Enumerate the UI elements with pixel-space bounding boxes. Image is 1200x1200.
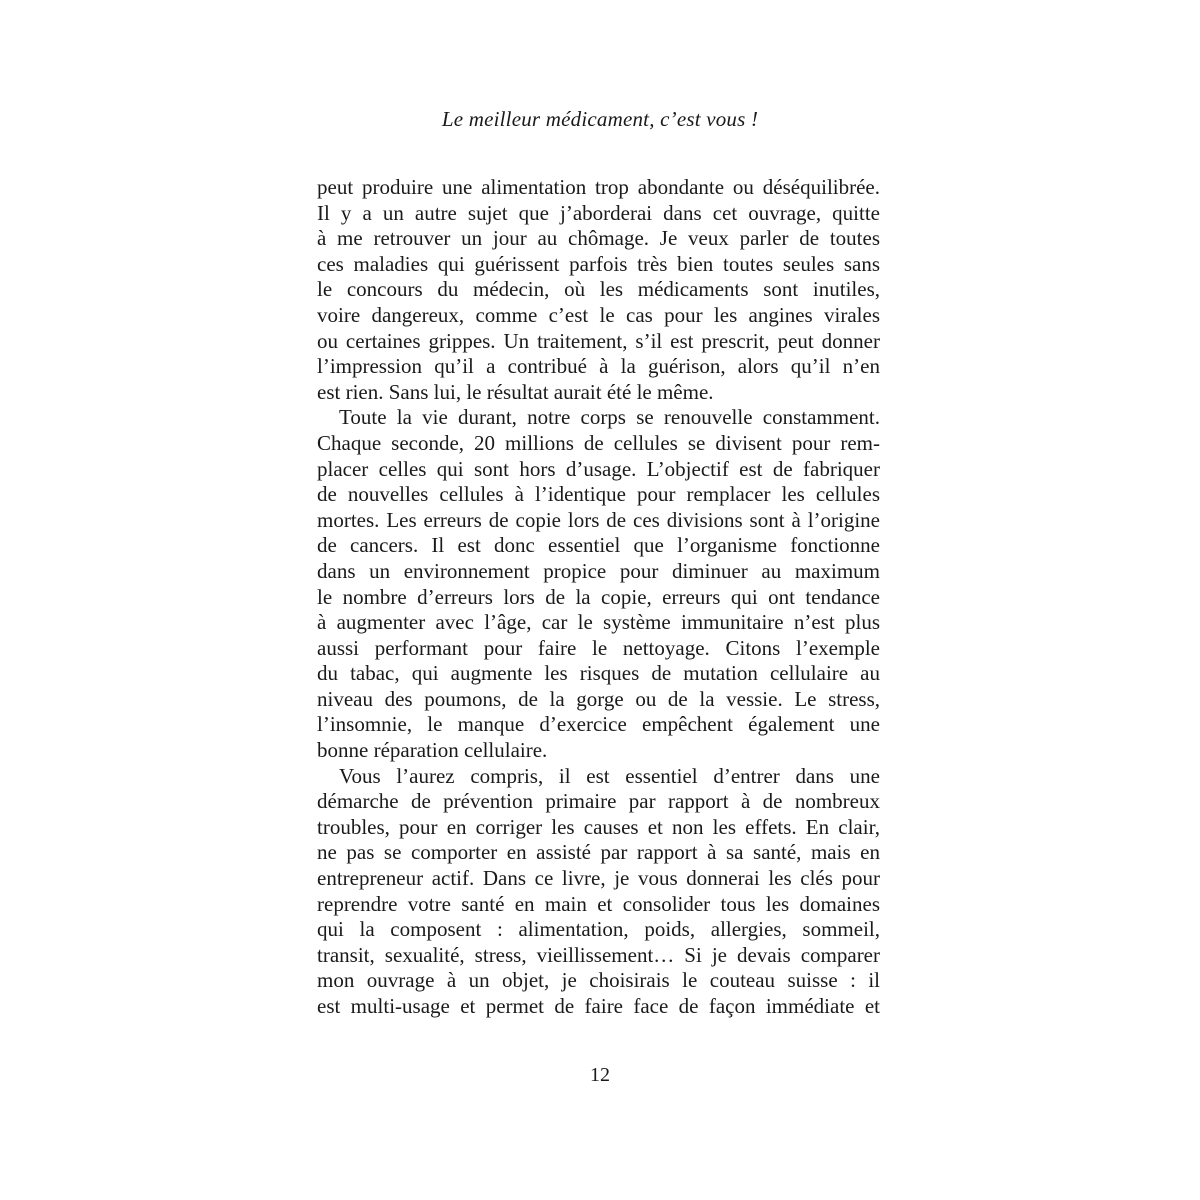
text-line: de cancers. Il est donc essentiel que l’organisme fonctionne [317,533,880,558]
text-line: Il y a un autre sujet que j’aborderai dans cet ouvrage, quitte [317,200,880,225]
text-line: Chaque seconde, 20 millions de cellules se divisent pour rem- [317,430,880,455]
text-line: à augmenter avec l’âge, car le système immunitaire n’est plus [317,610,880,635]
text-line: aussi performant pour faire le nettoyage. Citons l’exemple [317,635,880,660]
text-line: l’impression qu’il a contribué à la guérison, alors qu’il n’en [317,354,880,379]
text-line: du tabac, qui augmente les risques de mutation cellulaire au [317,661,880,686]
text-line: est multi-usage et permet de faire face de façon immédiate et [317,994,880,1018]
running-head: Le meilleur médicament, c’est vous ! [441,107,759,131]
text-line: reprendre votre santé en main et consolider tous les domaines [317,891,880,916]
text-line: peut produire une alimentation trop abondante ou déséquilibrée. [317,175,880,199]
text-line: ou certaines grippes. Un traitement, s’il est prescrit, peut donner [317,328,880,353]
page-number: 12 [590,1064,610,1086]
paragraph-3 [317,764,880,1020]
paragraph-2 [317,405,880,763]
text-line: mortes. Les erreurs de copie lors de ces divisions sont à l’origine [317,507,880,532]
text-line: troubles, pour en corriger les causes et non les effets. En clair, [317,814,880,839]
text-line: mon ouvrage à un objet, je choisirais le couteau suisse : il [317,968,880,993]
body-text [317,175,880,1020]
text-line: le nombre d’erreurs lors de la copie, erreurs qui ont tendance [317,584,880,609]
text-line: bonne réparation cellulaire. [317,738,548,763]
text-line: niveau des poumons, de la gorge ou de la vessie. Le stress, [317,686,880,711]
text-line: est rien. Sans lui, le résultat aurait été le même. [317,379,714,404]
text-line: le concours du médecin, où les médicaments sont inutiles, [317,277,880,302]
text-line: ne pas se comporter en assisté par rapport à sa santé, mais en [317,840,880,865]
text-line: ces maladies qui guérissent parfois très bien toutes seules sans [317,251,880,276]
text-line: dans un environnement propice pour diminuer au maximum [317,558,880,583]
text-line: l’insomnie, le manque d’exercice empêchent également une [317,712,880,737]
text-line: de nouvelles cellules à l’identique pour remplacer les cellules [317,482,880,507]
text-line: entrepreneur actif. Dans ce livre, je vous donnerai les clés pour [317,866,880,891]
text-line: à me retrouver un jour au chômage. Je veux parler de toutes [317,226,880,251]
text-line: placer celles qui sont hors d’usage. L’objectif est de fabriquer [317,456,880,481]
text-line: Vous l’aurez compris, il est essentiel d’entrer dans une [339,763,880,788]
text-line: transit, sexualité, stress, vieillissement… Si je devais comparer [317,942,880,967]
text-line: Toute la vie durant, notre corps se renouvelle constamment. [339,405,880,430]
text-line: qui la composent : alimentation, poids, allergies, sommeil, [317,917,880,942]
text-line: voire dangereux, comme c’est le cas pour les angines virales [317,302,880,327]
paragraph-1 [317,175,880,405]
text-line: démarche de prévention primaire par rapport à de nombreux [317,789,880,814]
